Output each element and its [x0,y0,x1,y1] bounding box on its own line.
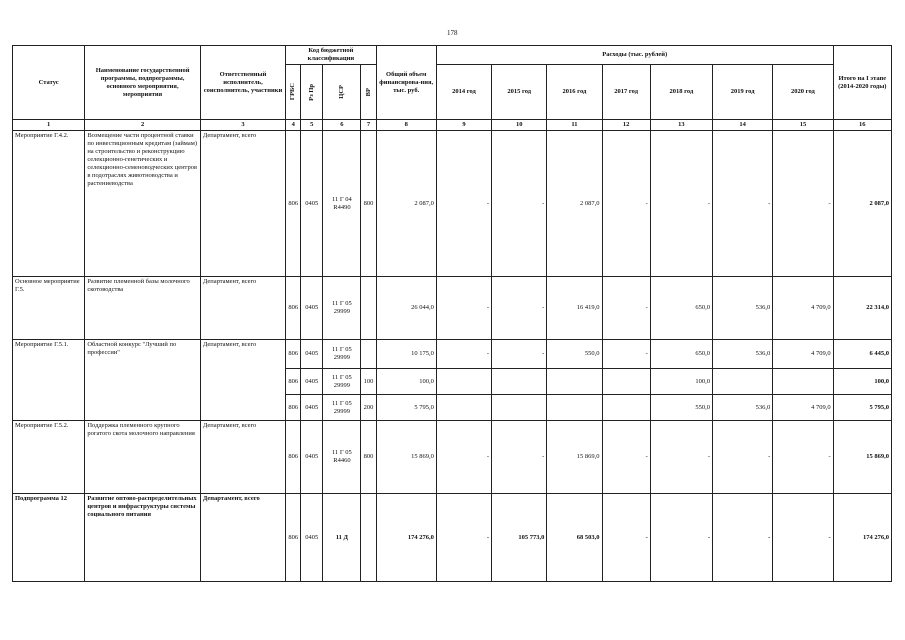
cell-y2014 [436,395,491,421]
cell-rzpr: 0405 [301,340,323,369]
cell-csr: 11 Г 05 29999 [323,395,361,421]
cell-y2018: - [650,421,712,494]
header-year: 2019 год [713,65,773,120]
header-vr: ВР [361,65,376,120]
cell-vr [361,494,376,582]
row-responsible: Департамент, всего [200,421,285,494]
column-number: 14 [713,120,773,131]
cell-stage-total: 100,0 [833,369,891,395]
cell-vr [361,277,376,340]
cell-rzpr: 0405 [301,369,323,395]
cell-vr [361,340,376,369]
cell-y2019: 536,0 [713,395,773,421]
cell-y2014: - [436,340,491,369]
cell-y2014: - [436,277,491,340]
cell-csr: 11 Г 05 29999 [323,277,361,340]
row-status: Мероприятие Г.5.1. [13,340,85,421]
column-number: 7 [361,120,376,131]
cell-y2020: 4 709,0 [773,395,833,421]
cell-rzpr: 0405 [301,131,323,277]
cell-csr: 11 Г 05 29999 [323,369,361,395]
cell-y2016: 16 419,0 [547,277,602,340]
column-number: 3 [200,120,285,131]
row-name: Развитие оптово-распределительных центров и инфраструктуры системы социального питания [85,494,201,582]
cell-grbs: 806 [286,494,301,582]
cell-total: 10 175,0 [376,340,436,369]
cell-stage-total: 15 869,0 [833,421,891,494]
cell-total: 100,0 [376,369,436,395]
header-stage-total: Итого на I этапе (2014-2020 годы) [833,46,891,120]
cell-y2016: 68 503,0 [547,494,602,582]
cell-y2016: 15 869,0 [547,421,602,494]
cell-y2017 [602,395,650,421]
cell-y2020 [773,369,833,395]
cell-total: 174 276,0 [376,494,436,582]
header-rzpr: Рз Пр [301,65,323,120]
cell-grbs: 806 [286,395,301,421]
cell-total: 5 795,0 [376,395,436,421]
cell-stage-total: 6 445,0 [833,340,891,369]
cell-y2014: - [436,421,491,494]
cell-rzpr: 0405 [301,494,323,582]
header-year: 2020 год [773,65,833,120]
cell-stage-total: 2 087,0 [833,131,891,277]
column-number: 10 [492,120,547,131]
column-number-row [13,120,892,131]
row-status: Подпрограмма 12 [13,494,85,582]
cell-y2020: 4 709,0 [773,277,833,340]
cell-y2015: - [492,131,547,277]
cell-y2016: 2 087,0 [547,131,602,277]
row-responsible: Департамент, всего [200,494,285,582]
cell-stage-total: 22 314,0 [833,277,891,340]
cell-y2017: - [602,340,650,369]
cell-total: 2 087,0 [376,131,436,277]
table-row [13,131,892,277]
cell-y2018: 100,0 [650,369,712,395]
cell-y2020: - [773,131,833,277]
cell-y2018: - [650,131,712,277]
column-number: 1 [13,120,85,131]
row-name: Развитие племенной базы молочного скотоводства [85,277,201,340]
budget-table [12,45,892,582]
header-year: 2018 год [650,65,712,120]
header-responsible: Ответственный исполнитель, соисполнитель, участники [200,46,285,120]
header-csr: ЦСР [323,65,361,120]
column-number: 5 [301,120,323,131]
cell-y2019: 536,0 [713,340,773,369]
cell-total: 26 044,0 [376,277,436,340]
table-row [13,340,892,369]
cell-grbs: 806 [286,131,301,277]
cell-y2014: - [436,494,491,582]
row-name: Областной конкурс "Лучший по профессии" [85,340,201,421]
row-status: Основное мероприятие Г.5. [13,277,85,340]
cell-y2018: - [650,494,712,582]
cell-csr: 11 Г 05 29999 [323,340,361,369]
header-name: Наименование государственной программы, подпрограммы, основного мероприятия, мероприятия [85,46,201,120]
column-number: 8 [376,120,436,131]
cell-y2019: 536,0 [713,277,773,340]
row-name: Поддержка племенного крупного рогатого скота молочного направления [85,421,201,494]
cell-grbs: 806 [286,277,301,340]
row-responsible: Департамент, всего [200,340,285,421]
column-number: 12 [602,120,650,131]
cell-y2014 [436,369,491,395]
cell-vr: 800 [361,131,376,277]
cell-y2017: - [602,131,650,277]
cell-rzpr: 0405 [301,421,323,494]
cell-total: 15 869,0 [376,421,436,494]
cell-rzpr: 0405 [301,277,323,340]
page-number: 178 [447,29,458,37]
cell-stage-total: 5 795,0 [833,395,891,421]
cell-y2019 [713,369,773,395]
cell-y2018: 650,0 [650,277,712,340]
column-number: 16 [833,120,891,131]
header-year: 2014 год [436,65,491,120]
row-responsible: Департамент, всего [200,131,285,277]
cell-y2015: - [492,340,547,369]
cell-stage-total: 174 276,0 [833,494,891,582]
cell-y2020: 4 709,0 [773,340,833,369]
cell-y2015: - [492,277,547,340]
cell-y2015: - [492,421,547,494]
row-name: Возмещение части процентной ставки по инвестиционным кредитам (займам) на строительство и реконструкцию селекционно-генетических и селекционно-семеноводческих центров в подотраслях животноводства и растениеводства [85,131,201,277]
cell-vr: 200 [361,395,376,421]
cell-y2019: - [713,131,773,277]
cell-csr: 11 Д [323,494,361,582]
header-year: 2017 год [602,65,650,120]
header-expenses: Расходы (тыс. рублей) [436,46,833,65]
cell-y2019: - [713,421,773,494]
cell-y2016 [547,395,602,421]
row-responsible: Департамент, всего [200,277,285,340]
cell-rzpr: 0405 [301,395,323,421]
cell-csr: 11 Г 05 R4460 [323,421,361,494]
cell-y2019: - [713,494,773,582]
column-number: 2 [85,120,201,131]
column-number: 11 [547,120,602,131]
table-row [13,277,892,340]
cell-y2020: - [773,494,833,582]
table-row [13,421,892,494]
column-number: 13 [650,120,712,131]
table-row [13,494,892,582]
column-number: 9 [436,120,491,131]
row-status: Мероприятие Г.4.2. [13,131,85,277]
cell-y2016: 550,0 [547,340,602,369]
cell-y2017: - [602,277,650,340]
cell-y2017: - [602,421,650,494]
cell-y2017: - [602,494,650,582]
cell-vr: 100 [361,369,376,395]
cell-y2015: 105 773,0 [492,494,547,582]
cell-y2015 [492,395,547,421]
header-grbs: ГРБС [286,65,301,120]
cell-y2017 [602,369,650,395]
cell-y2020: - [773,421,833,494]
cell-grbs: 806 [286,340,301,369]
cell-vr: 800 [361,421,376,494]
cell-y2015 [492,369,547,395]
header-status: Статус [13,46,85,120]
column-number: 6 [323,120,361,131]
cell-y2014: - [436,131,491,277]
cell-grbs: 806 [286,421,301,494]
row-status: Мероприятие Г.5.2. [13,421,85,494]
column-number: 15 [773,120,833,131]
cell-y2018: 650,0 [650,340,712,369]
cell-y2018: 550,0 [650,395,712,421]
header-year: 2016 год [547,65,602,120]
cell-y2016 [547,369,602,395]
cell-csr: 11 Г 04 R4490 [323,131,361,277]
header-budget-code: Код бюджетной классификации [286,46,376,65]
column-number: 4 [286,120,301,131]
header-total-volume: Общий объем финансирова-ния, тыс. руб. [376,46,436,120]
cell-grbs: 806 [286,369,301,395]
header-year: 2015 год [492,65,547,120]
